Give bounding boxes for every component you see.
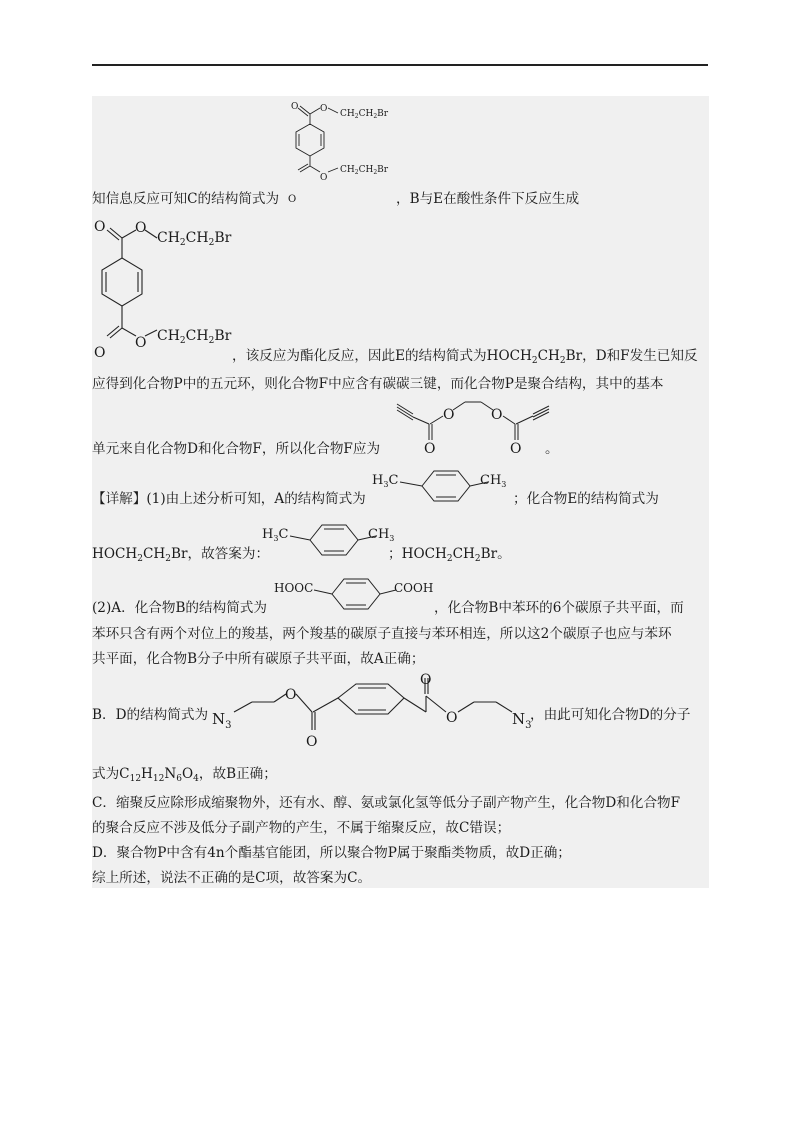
line-2b: CH (537, 348, 560, 364)
header-rule (92, 64, 708, 66)
mol5-ch3-right: $CH_3$ (368, 527, 395, 543)
molecule-a-p-xylene-answer (262, 516, 402, 562)
line-2c: Br，D和F发生已知反 (565, 348, 698, 364)
line-11d: O (182, 766, 194, 782)
line-11a: 式为C (92, 766, 130, 782)
line-7b: ，化合物B中苯环的6个碳原子共平面，而 (434, 600, 684, 616)
molecule-d-diazide (210, 672, 550, 752)
mol3-o-link-right: O (491, 407, 503, 423)
sub-6-3: 2 (446, 554, 453, 564)
line-4a: 单元来自化合物D和化合物F，所以化合物F应为 (92, 441, 381, 457)
line-15: 综上所述，说法不正确的是C项，故答案为C。 (92, 870, 372, 886)
line-5b: ；化合物E的结构简式为 (513, 491, 659, 507)
mol1-o-top-dbl: O (291, 102, 299, 112)
line-12: C．缩聚反应除形成缩聚物外，还有水、醇、氨或氯化氢等低分子副产物产生，化合物D和化合物F (92, 795, 681, 811)
line-5a: 【详解】(1)由上述分析可知，A的结构简式为 (92, 491, 366, 507)
mol5-ch3-left: $H_3C$ (262, 527, 289, 543)
line-6d: ；HOCH (388, 546, 447, 562)
line-1a: 知信息反应可知C的结构简式为 (92, 191, 280, 207)
line-10b: ，由此可知化合物D的分子 (530, 707, 691, 723)
line-9: 共平面，化合物B分子中所有碳原子共平面，故A正确； (92, 651, 425, 667)
line-11e: ，故B正确； (198, 766, 277, 782)
line-6b: CH (143, 546, 166, 562)
mol2-chain-top: $CH_2CH_2Br$ (157, 230, 232, 248)
molecule-a-p-xylene (372, 466, 512, 512)
line-8: 苯环只含有两个对位上的羧基，两个羧基的碳原子直接与苯环相连，所以这2个碳原子也应与苯环 (92, 626, 672, 642)
line-11b: H (141, 766, 153, 782)
line-6-tail (388, 546, 511, 562)
mol7-n3-left: $N_3$ (212, 710, 232, 731)
sub-6-4: 2 (474, 554, 481, 564)
mol2-o-top-link: O (135, 220, 147, 236)
sub-11-3: 6 (176, 774, 182, 784)
sub-2-2: 2 (559, 356, 566, 366)
line-14: D．聚合物P中含有4n个酯基官能团，所以聚合物P属于聚酯类物质，故D正确； (92, 845, 571, 861)
sub-11-1: 12 (129, 774, 142, 784)
mol6-hooc: HOOC (274, 581, 314, 595)
molecule-c-small-o (288, 190, 308, 206)
molecule-c-large (92, 210, 242, 360)
line-3: 应得到化合物P中的五元环，则化合物F中应含有碳碳三键，而化合物P是聚合结构，其中的基本 (92, 376, 664, 392)
line-6 (92, 546, 269, 562)
mol3-o-dbl-left: O (424, 441, 436, 457)
mol1-chain-bot: $CH_2CH_2Br$ (340, 165, 389, 176)
sub-11-2: 12 (152, 774, 165, 784)
sub-6-1: 2 (137, 554, 143, 564)
mol4-ch3-right: $CH_3$ (480, 473, 507, 489)
mol2-chain-bot: $CH_2CH_2Br$ (157, 328, 232, 346)
mol2-o-top-dbl: O (94, 219, 106, 235)
line-1b: ，B与E在酸性条件下反应生成 (396, 191, 580, 207)
svg-text:O: O (288, 194, 297, 205)
mol7-o-dbl-right: O (420, 672, 432, 688)
line-6a: HOCH (92, 546, 138, 562)
mol2-o-bot-link: O (135, 335, 147, 351)
line-4b: 。 (545, 441, 559, 457)
line-6f: Br。 (480, 546, 511, 562)
line-13: 的聚合反应不涉及低分子副产物的产生，不属于缩聚反应，故C错误； (92, 820, 511, 836)
mol7-o-dbl-left: O (306, 734, 318, 750)
mol3-o-link-left: O (443, 407, 455, 423)
molecule-f (393, 392, 553, 457)
mol3-o-dbl-right: O (510, 441, 522, 457)
line-6c: Br，故答案为： (171, 546, 270, 562)
line-2a: ，该反应为酯化反应，因此E的结构简式为HOCH (232, 348, 532, 364)
mol6-cooh: COOH (394, 581, 434, 595)
mol1-o-bot-link: O (320, 173, 328, 183)
sub-6-2: 2 (165, 554, 171, 564)
mol1-chain-top: $CH_2CH_2Br$ (340, 109, 389, 120)
line-11c: N (164, 766, 177, 782)
molecule-b-terephthalic-acid (274, 570, 444, 616)
mol2-o-bot-dbl: O (94, 345, 106, 361)
mol4-ch3-left: $H_3C$ (372, 473, 399, 489)
mol7-o-link-left: O (285, 687, 297, 703)
line-6e: CH (452, 546, 475, 562)
mol1-o-top-link: O (320, 104, 328, 114)
mol7-o-link-right: O (446, 710, 458, 726)
sub-2-1: 2 (531, 356, 538, 366)
line-10a: B．D的结构简式为 (92, 707, 209, 723)
line-2 (232, 348, 698, 364)
sub-11-4: 4 (193, 774, 199, 784)
line-7a: (2)A．化合物B的结构简式为 (92, 600, 267, 616)
line-11 (92, 766, 277, 782)
mol7-n3-right: $N_3$ (512, 710, 532, 731)
